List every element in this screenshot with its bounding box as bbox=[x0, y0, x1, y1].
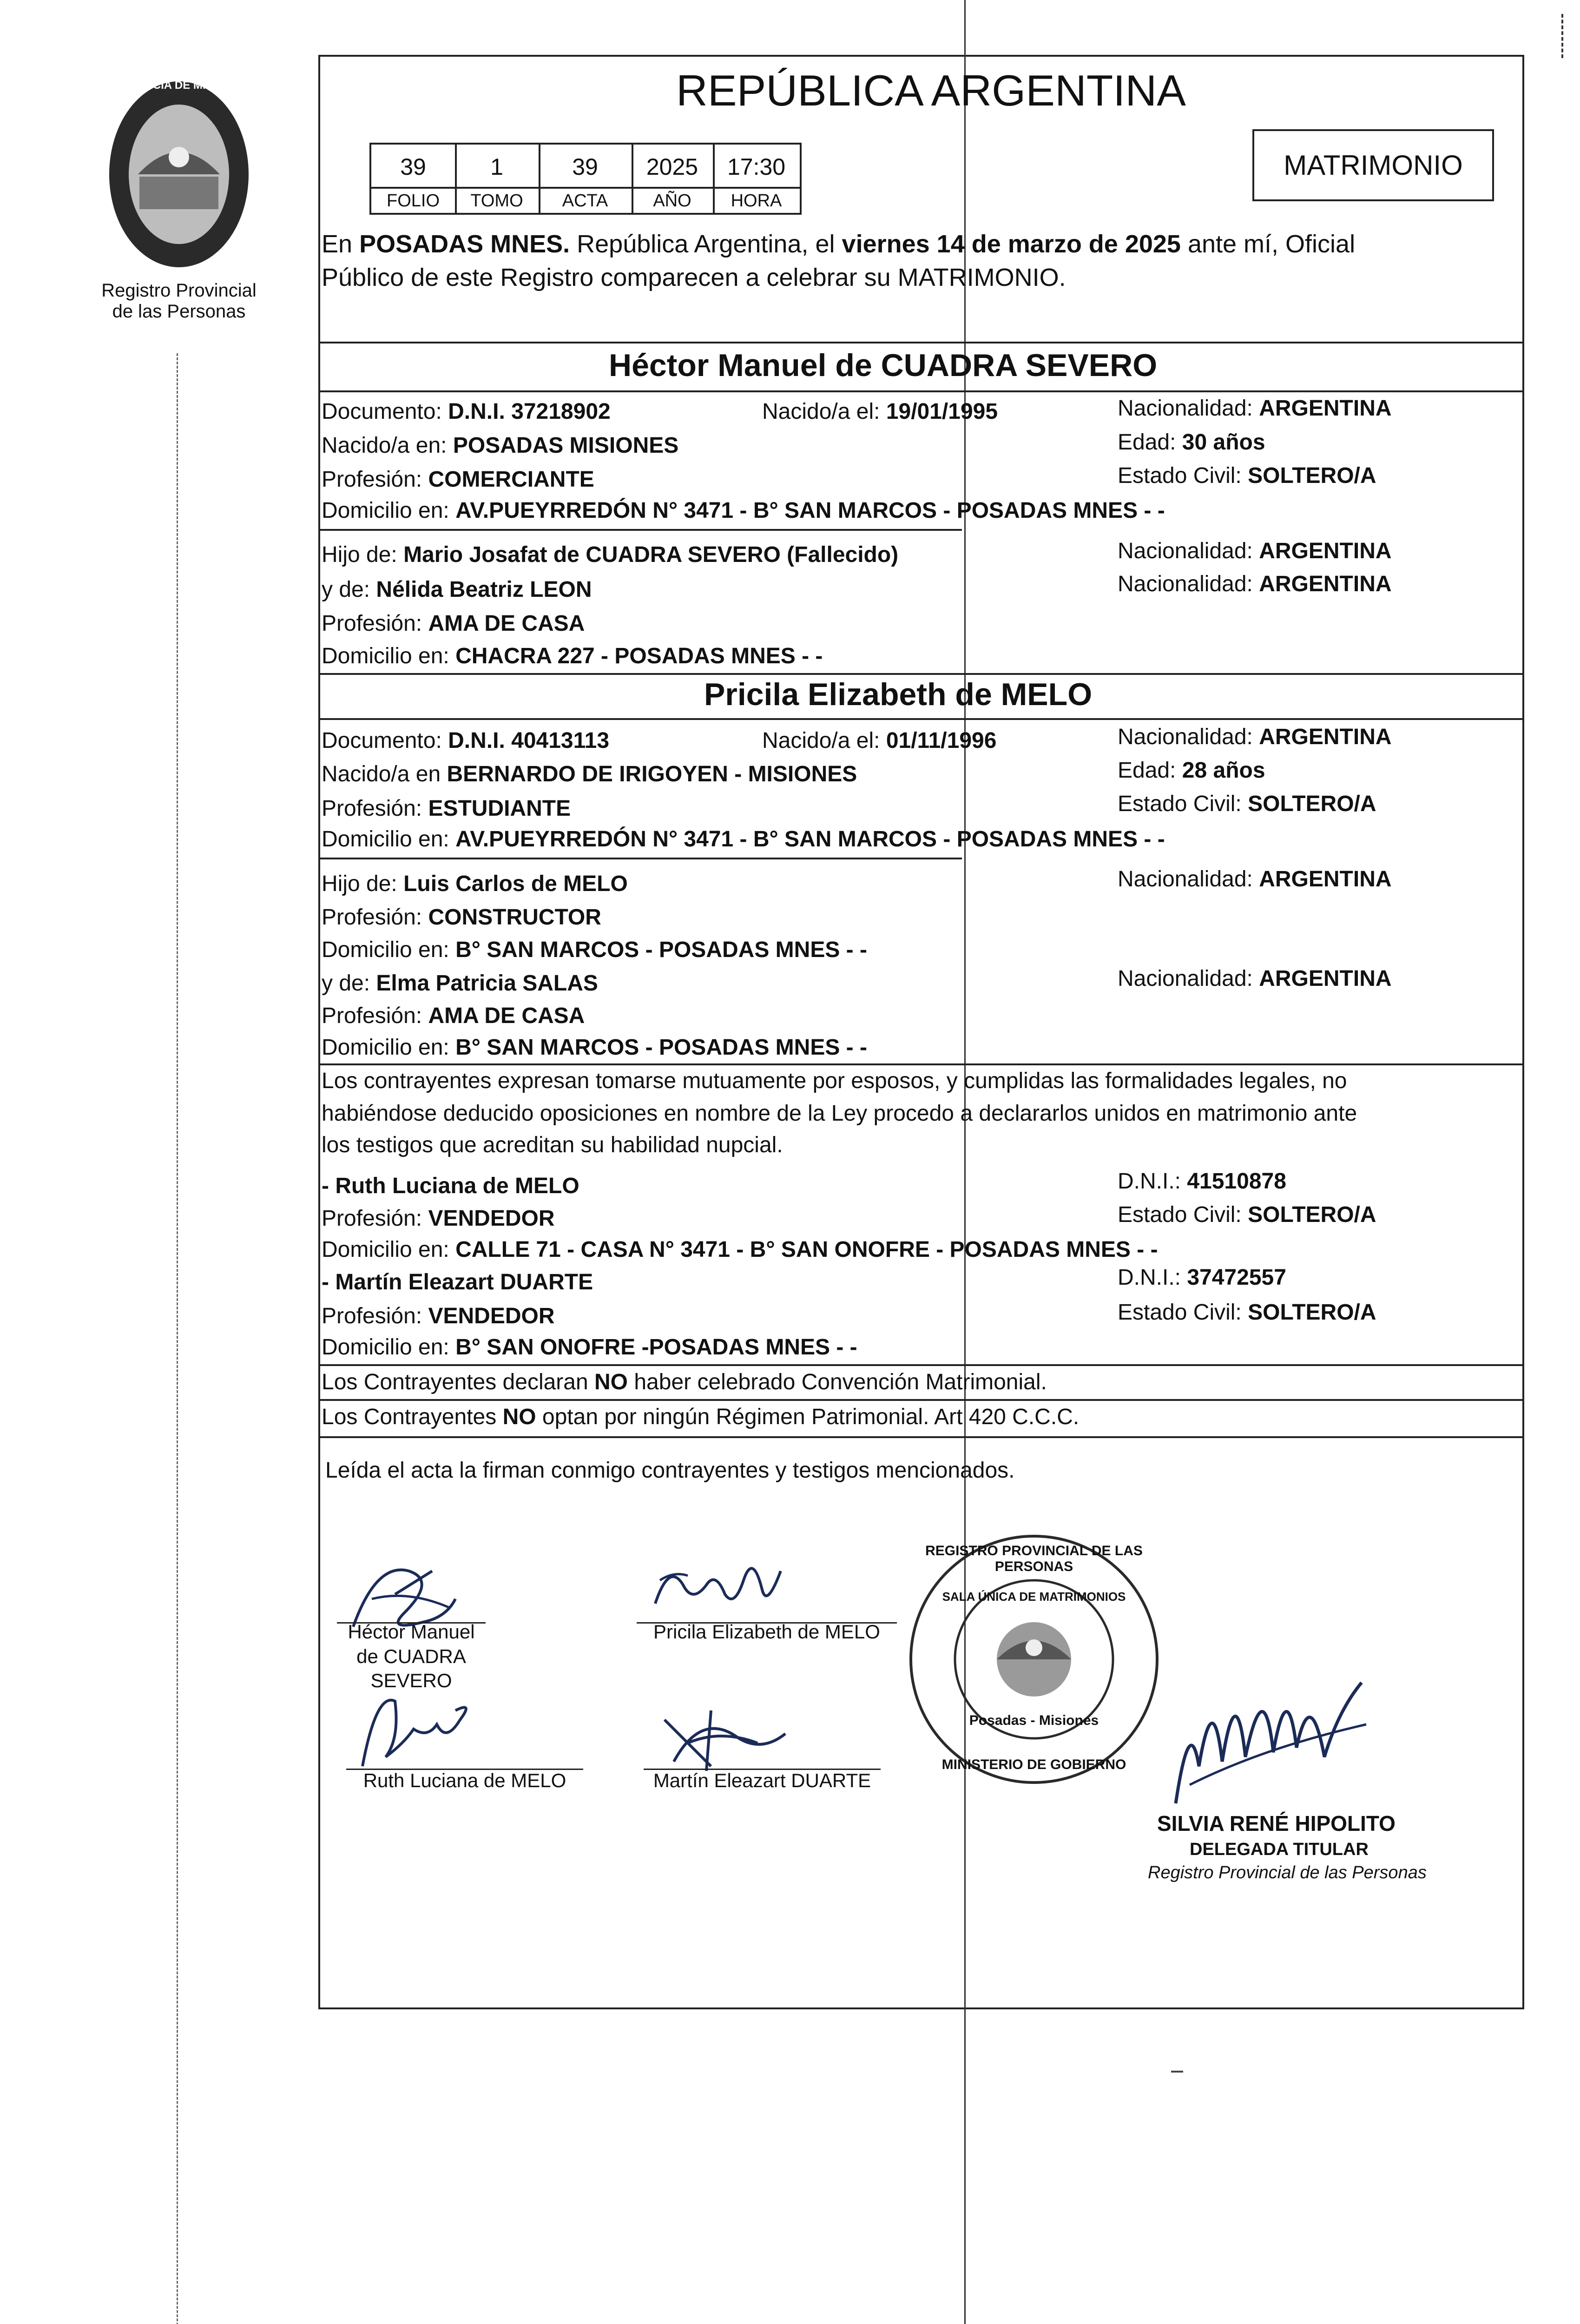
folio-label: FOLIO bbox=[371, 189, 457, 213]
declaration-line3: los testigos que acreditan su habilidad nupcial. bbox=[322, 1133, 783, 1157]
bride-age-label: Edad: bbox=[1118, 758, 1182, 783]
witness1-prof-label: Profesión: bbox=[322, 1206, 428, 1231]
bride-doc-label: Documento: bbox=[322, 728, 448, 753]
groom-doc-row bbox=[322, 401, 611, 423]
officer-signature bbox=[1171, 1655, 1376, 1808]
bride-mother-prof-label: Profesión: bbox=[322, 1004, 428, 1028]
bride-father-label: Hijo de: bbox=[322, 872, 404, 896]
bride-father-addr: B° SAN MARCOS - POSADAS MNES - - bbox=[455, 938, 867, 962]
rule-bride-name bbox=[318, 718, 1524, 720]
logo-line1: Registro Provincial bbox=[101, 280, 257, 301]
groom-name: Héctor Manuel de CUADRA SEVERO bbox=[609, 348, 1158, 383]
rule-witnesses-end bbox=[318, 1364, 1524, 1366]
groom-addr-row bbox=[322, 500, 1165, 522]
groom-mother-addr: CHACRA 227 - POSADAS MNES - - bbox=[455, 644, 823, 668]
acta-label: ACTA bbox=[539, 189, 633, 213]
bride-mother-addr-row bbox=[322, 1037, 867, 1059]
groom-civil-label: Estado Civil: bbox=[1118, 463, 1248, 488]
witness1-civil-row bbox=[1118, 1204, 1376, 1226]
witness1-civil: SOLTERO/A bbox=[1248, 1202, 1376, 1227]
witness2-dni: 37472557 bbox=[1187, 1265, 1286, 1290]
bride-signature-name: Pricila Elizabeth de MELO bbox=[653, 1621, 880, 1643]
witness1-name: - Ruth Luciana de MELO bbox=[322, 1174, 579, 1198]
registry-logo bbox=[91, 74, 267, 325]
bride-birthplace-row bbox=[322, 763, 857, 786]
groom-signature-name: Héctor Manuel de CUADRA SEVERO bbox=[348, 1621, 475, 1691]
bride-civil-label: Estado Civil: bbox=[1118, 792, 1248, 816]
acta-value: 39 bbox=[539, 145, 633, 189]
witness2-civil-row bbox=[1118, 1301, 1376, 1324]
witness2-dni-row bbox=[1118, 1267, 1286, 1289]
intro-suffix: ante mí, Oficial bbox=[1180, 230, 1356, 258]
declaration-line2: habiéndose deducido oposiciones en nombre de la Ley procedo a declararlos unidos en matrimonio ante bbox=[322, 1101, 1357, 1126]
witness2-addr-label: Domicilio en: bbox=[322, 1335, 456, 1360]
groom-prof-row bbox=[322, 469, 594, 491]
bride-born: 01/11/1996 bbox=[886, 728, 997, 753]
bride-father-addr-row bbox=[322, 939, 867, 961]
intro-mid: República Argentina, el bbox=[570, 230, 842, 258]
conv1-c: haber celebrado Convención Matrimonial. bbox=[628, 1370, 1047, 1394]
bride-prof-label: Profesión: bbox=[322, 796, 428, 821]
tomo-value: 1 bbox=[455, 145, 540, 189]
groom-birthplace-row bbox=[322, 435, 678, 457]
intro-prefix: En bbox=[322, 230, 360, 258]
witness2-signature-name: Martín Eleazart DUARTE bbox=[653, 1769, 871, 1791]
groom-father-nat-label: Nacionalidad: bbox=[1118, 539, 1259, 563]
declaration-line1: Los contrayentes expresan tomarse mutuamente por esposos, y cumplidas las formalidades legales, no bbox=[322, 1069, 1347, 1093]
bride-civil: SOLTERO/A bbox=[1248, 792, 1376, 816]
logo-line2: de las Personas bbox=[112, 301, 246, 322]
intro-line2: Público de este Registro comparecen a celebrar su MATRIMONIO. bbox=[322, 264, 1066, 291]
edge-tick bbox=[1561, 14, 1563, 58]
rule-conventions-end bbox=[318, 1436, 1524, 1438]
witness1-dni-label: D.N.I.: bbox=[1118, 1169, 1187, 1194]
bride-addr-row bbox=[322, 828, 1165, 851]
groom-age-label: Edad: bbox=[1118, 430, 1182, 455]
seal-outer-text: REGISTRO PROVINCIAL DE LAS PERSONAS bbox=[925, 1543, 1143, 1574]
conv2-c: optan por ningún Régimen Patrimonial. Art 420 C.C.C. bbox=[536, 1405, 1080, 1429]
bride-born-row bbox=[762, 730, 996, 752]
groom-mother-label: y de: bbox=[322, 577, 376, 602]
folio-value: 39 bbox=[371, 145, 457, 189]
witness1-signature-name: Ruth Luciana de MELO bbox=[363, 1769, 566, 1791]
bride-prof: ESTUDIANTE bbox=[428, 796, 571, 821]
witness2-addr-row bbox=[322, 1336, 857, 1359]
seal-city-text: Posadas - Misiones bbox=[969, 1713, 1099, 1728]
groom-mother-prof: AMA DE CASA bbox=[428, 611, 585, 636]
conv2-b: NO bbox=[502, 1405, 536, 1429]
witness2-prof-label: Profesión: bbox=[322, 1304, 428, 1328]
registry-emblem-icon bbox=[95, 74, 263, 274]
witness1-addr-label: Domicilio en: bbox=[322, 1237, 456, 1262]
groom-mother-addr-row bbox=[322, 645, 823, 667]
bride-nat-label: Nacionalidad: bbox=[1118, 725, 1259, 749]
witness1-prof: VENDEDOR bbox=[428, 1206, 555, 1231]
bride-name: Pricila Elizabeth de MELO bbox=[704, 677, 1093, 712]
groom-mother-addr-label: Domicilio en: bbox=[322, 644, 456, 668]
page-title: REPÚBLICA ARGENTINA bbox=[676, 66, 1186, 115]
rule-groom-end bbox=[318, 673, 1524, 675]
groom-mother-nat-row bbox=[1118, 573, 1392, 595]
groom-father-nat-row bbox=[1118, 540, 1392, 562]
bride-mother-prof-row bbox=[322, 1005, 585, 1027]
intro-line1 bbox=[322, 231, 1355, 257]
left-margin-rule bbox=[177, 353, 178, 2324]
anio-value: 2025 bbox=[632, 145, 715, 189]
witness1-addr-row bbox=[322, 1239, 1158, 1261]
bride-birthplace-label: Nacido/a en bbox=[322, 762, 447, 786]
witness1-civil-label: Estado Civil: bbox=[1118, 1202, 1248, 1227]
bride-nat: ARGENTINA bbox=[1259, 725, 1392, 749]
conv1-a: Los Contrayentes declaran bbox=[322, 1370, 595, 1394]
bride-nat-row bbox=[1118, 726, 1392, 748]
groom-prof-label: Profesión: bbox=[322, 467, 428, 492]
witness2-prof: VENDEDOR bbox=[428, 1304, 555, 1328]
witness2-civil: SOLTERO/A bbox=[1248, 1300, 1376, 1325]
doc-type: MATRIMONIO bbox=[1284, 150, 1463, 181]
groom-father: Mario Josafat de CUADRA SEVERO (Fallecido) bbox=[403, 542, 899, 567]
bride-father-prof: CONSTRUCTOR bbox=[428, 905, 601, 930]
groom-birthplace-label: Nacido/a en: bbox=[322, 433, 453, 458]
bride-father-nat-label: Nacionalidad: bbox=[1118, 867, 1259, 891]
groom-mother-prof-label: Profesión: bbox=[322, 611, 428, 636]
witness2-prof-row bbox=[322, 1305, 555, 1327]
seal-bottom-text: MINISTERIO DE GOBIERNO bbox=[941, 1757, 1126, 1772]
bride-father: Luis Carlos de MELO bbox=[403, 872, 628, 896]
rule-conventions-mid bbox=[318, 1399, 1524, 1401]
tomo-label: TOMO bbox=[455, 189, 540, 213]
groom-nat-label: Nacionalidad: bbox=[1118, 396, 1259, 421]
officer-name: SILVIA RENÉ HIPOLITO bbox=[1157, 1811, 1396, 1835]
intro-date: viernes 14 de marzo de 2025 bbox=[842, 230, 1181, 258]
rule-bride-addr bbox=[318, 858, 962, 859]
seal-inner-text: SALA ÚNICA DE MATRIMONIOS bbox=[942, 1590, 1126, 1604]
groom-civil-row bbox=[1118, 465, 1376, 487]
groom-father-row bbox=[322, 544, 898, 566]
conventions-line2 bbox=[322, 1406, 1079, 1428]
stray-dash bbox=[1171, 2071, 1183, 2073]
groom-mother: Nélida Beatriz LEON bbox=[376, 577, 592, 602]
rule-groom-addr bbox=[318, 529, 962, 531]
groom-father-nat: ARGENTINA bbox=[1259, 539, 1392, 563]
bride-mother-nat-label: Nacionalidad: bbox=[1118, 966, 1259, 991]
groom-addr-label: Domicilio en: bbox=[322, 498, 456, 523]
bride-addr-label: Domicilio en: bbox=[322, 827, 456, 852]
bride-prof-row bbox=[322, 798, 571, 820]
bride-addr: AV.PUEYRREDÓN N° 3471 - B° SAN MARCOS - POSADAS MNES - - bbox=[455, 827, 1165, 852]
groom-prof: COMERCIANTE bbox=[428, 467, 594, 492]
anio-label: AÑO bbox=[632, 189, 715, 213]
groom-addr: AV.PUEYRREDÓN N° 3471 - B° SAN MARCOS - POSADAS MNES - - bbox=[455, 498, 1165, 523]
officer-title: DELEGADA TITULAR bbox=[1190, 1840, 1369, 1859]
conv1-b: NO bbox=[594, 1370, 628, 1394]
bride-signature bbox=[641, 1534, 799, 1627]
bride-mother: Elma Patricia SALAS bbox=[376, 971, 598, 996]
groom-born-label: Nacido/a el: bbox=[762, 399, 886, 424]
bride-birthplace: BERNARDO DE IRIGOYEN - MISIONES bbox=[447, 762, 857, 786]
bride-mother-prof: AMA DE CASA bbox=[428, 1004, 585, 1028]
groom-birthplace: POSADAS MISIONES bbox=[453, 433, 679, 458]
groom-mother-prof-row bbox=[322, 613, 585, 635]
witness1-dni: 41510878 bbox=[1187, 1169, 1286, 1194]
groom-born: 19/01/1995 bbox=[886, 399, 998, 424]
rule-groom-name bbox=[318, 390, 1524, 392]
official-seal bbox=[904, 1529, 1164, 1789]
witness2-addr: B° SAN ONOFRE -POSADAS MNES - - bbox=[455, 1335, 857, 1360]
bride-mother-row bbox=[322, 972, 598, 995]
bride-mother-label: y de: bbox=[322, 971, 376, 996]
emblem-text: PROVINCIA DE MISIONES bbox=[110, 79, 248, 92]
witness1-prof-row bbox=[322, 1208, 555, 1230]
intro-place: POSADAS MNES. bbox=[359, 230, 570, 258]
bride-father-prof-row bbox=[322, 906, 601, 929]
record-box bbox=[369, 143, 802, 215]
groom-nat-row bbox=[1118, 397, 1392, 420]
groom-mother-row bbox=[322, 579, 592, 601]
bride-father-row bbox=[322, 873, 628, 895]
bride-age: 28 años bbox=[1182, 758, 1265, 783]
witness2-name: - Martín Eleazart DUARTE bbox=[322, 1270, 593, 1294]
rule-intro bbox=[318, 342, 1524, 343]
bride-father-nat-row bbox=[1118, 868, 1392, 891]
bride-doc-row bbox=[322, 730, 609, 752]
hora-value: 17:30 bbox=[727, 153, 786, 180]
bride-father-addr-label: Domicilio en: bbox=[322, 938, 456, 962]
closing-text: Leída el acta la firman conmigo contrayentes y testigos mencionados. bbox=[325, 1458, 1015, 1483]
groom-father-label: Hijo de: bbox=[322, 542, 404, 567]
witness1-signature bbox=[344, 1673, 493, 1780]
groom-doc-label: Documento: bbox=[322, 399, 448, 424]
witness1-dni-row bbox=[1118, 1170, 1286, 1193]
groom-doc: D.N.I. 37218902 bbox=[448, 399, 611, 424]
officer-org: Registro Provincial de las Personas bbox=[1148, 1863, 1427, 1882]
groom-nat: ARGENTINA bbox=[1259, 396, 1392, 421]
conv2-a: Los Contrayentes bbox=[322, 1405, 503, 1429]
bride-age-row bbox=[1118, 759, 1265, 782]
groom-mother-nat: ARGENTINA bbox=[1259, 572, 1392, 596]
groom-age: 30 años bbox=[1182, 430, 1265, 455]
groom-age-row bbox=[1118, 431, 1265, 454]
bride-father-nat: ARGENTINA bbox=[1259, 867, 1392, 891]
bride-born-label: Nacido/a el: bbox=[762, 728, 886, 753]
witness2-dni-label: D.N.I.: bbox=[1118, 1265, 1187, 1290]
bride-mother-addr-label: Domicilio en: bbox=[322, 1035, 456, 1060]
conventions-line1 bbox=[322, 1371, 1047, 1393]
hora-label: HORA bbox=[731, 191, 782, 211]
bride-civil-row bbox=[1118, 793, 1376, 815]
rule-bride-end bbox=[318, 1063, 1524, 1065]
bride-father-prof-label: Profesión: bbox=[322, 905, 428, 930]
bride-doc: D.N.I. 40413113 bbox=[448, 728, 610, 753]
witness2-civil-label: Estado Civil: bbox=[1118, 1300, 1248, 1325]
groom-born-row bbox=[762, 401, 998, 423]
witness1-addr: CALLE 71 - CASA N° 3471 - B° SAN ONOFRE - POSADAS MNES - - bbox=[455, 1237, 1158, 1262]
bride-mother-addr: B° SAN MARCOS - POSADAS MNES - - bbox=[455, 1035, 867, 1060]
groom-mother-nat-label: Nacionalidad: bbox=[1118, 572, 1259, 596]
groom-civil: SOLTERO/A bbox=[1248, 463, 1376, 488]
bride-mother-nat: ARGENTINA bbox=[1259, 966, 1392, 991]
bride-mother-nat-row bbox=[1118, 968, 1392, 990]
doc-type-box bbox=[1252, 129, 1494, 201]
